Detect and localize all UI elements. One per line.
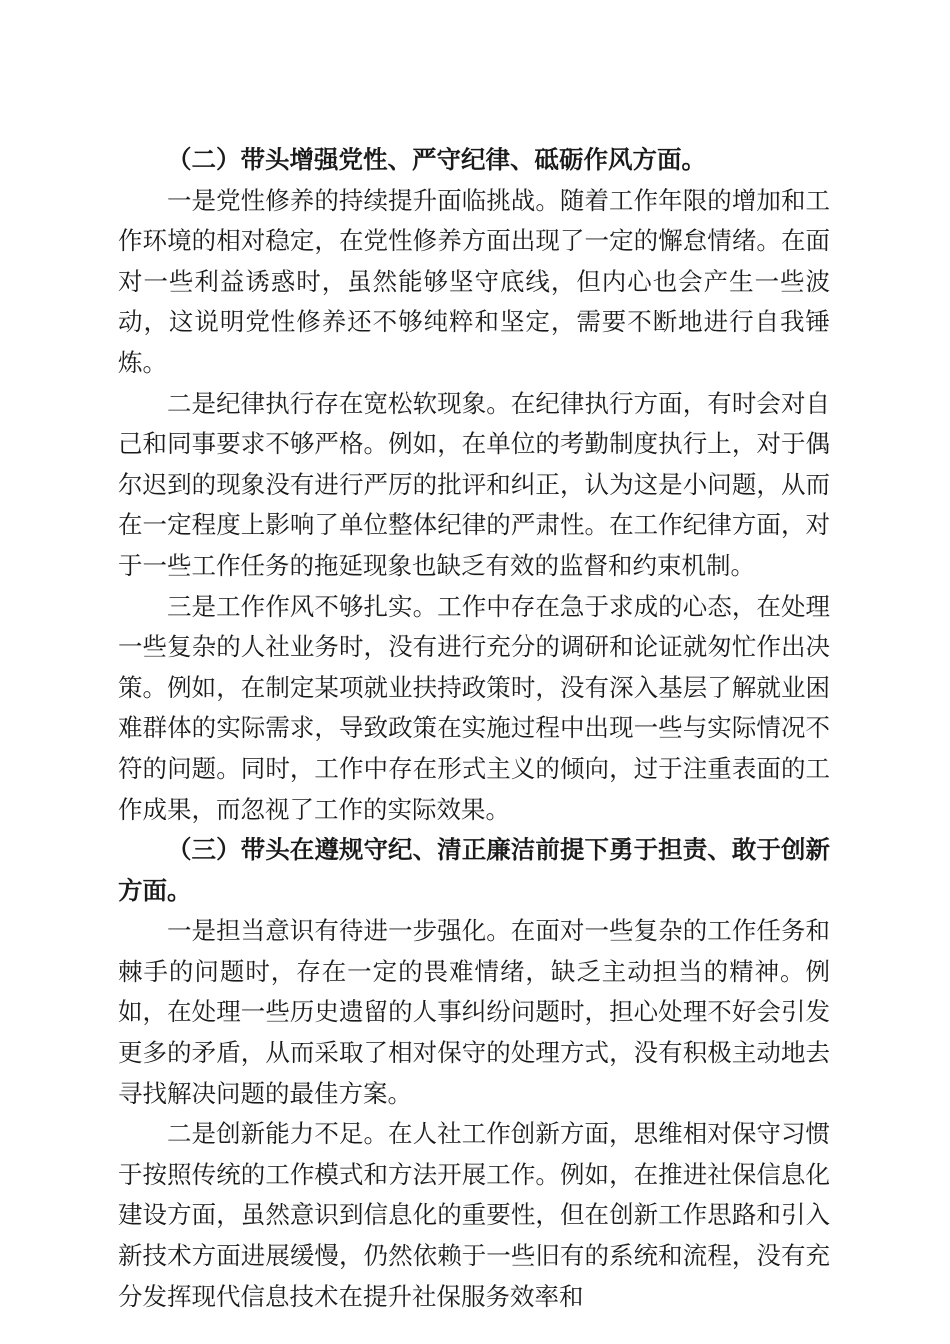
- section-heading-2: （二）带头增强党性、严守纪律、砥砺作风方面。: [167, 145, 706, 174]
- paragraph-party-cultivation: 一是党性修养的持续提升面临挑战。随着工作年限的增加和工作环境的相对稳定，在党性修养方面出现了一定的懈怠情绪。在面对一些利益诱惑时，虽然能够坚守底线，但内心也会产生一些波动，这说明党性修养还不够纯粹和坚定，需要不断地进行自我锤炼。: [118, 185, 830, 377]
- document-page: [118, 140, 830, 1317]
- section-heading-3: （三）带头在遵规守纪、清正廉洁前提下勇于担责、敢于创新方面。: [118, 835, 830, 905]
- paragraph-discipline: 二是纪律执行存在宽松软现象。在纪律执行方面，有时会对自己和同事要求不够严格。例如，在单位的考勤制度执行上，对于偶尔迟到的现象没有进行严厉的批评和纠正，认为这是小问题，从而在一定程度上影响了单位整体纪律的严肃性。在工作纪律方面，对于一些工作任务的拖延现象也缺乏有效的监督和约束机制。: [118, 388, 830, 580]
- paragraph-work-style: 三是工作作风不够扎实。工作中存在急于求成的心态，在处理一些复杂的人社业务时，没有进行充分的调研和论证就匆忙作出决策。例如，在制定某项就业扶持政策时，没有深入基层了解就业困难群体的实际需求，导致政策在实施过程中出现一些与实际情况不符的问题。同时，工作中存在形式主义的倾向，过于注重表面的工作成果，而忽视了工作的实际效果。: [118, 591, 830, 824]
- paragraph-innovation: 二是创新能力不足。在人社工作创新方面，思维相对保守习惯于按照传统的工作模式和方法开展工作。例如，在推进社保信息化建设方面，虽然意识到信息化的重要性，但在创新工作思路和引入新技术方面进展缓慢，仍然依赖于一些旧有的系统和流程，没有充分发挥现代信息技术在提升社保服务效率和: [118, 1119, 830, 1311]
- paragraph-responsibility: 一是担当意识有待进一步强化。在面对一些复杂的工作任务和棘手的问题时，存在一定的畏难情绪，缺乏主动担当的精神。例如，在处理一些历史遗留的人事纠纷问题时，担心处理不好会引发更多的矛盾，从而采取了相对保守的处理方式，没有积极主动地去寻找解决问题的最佳方案。: [118, 916, 830, 1108]
